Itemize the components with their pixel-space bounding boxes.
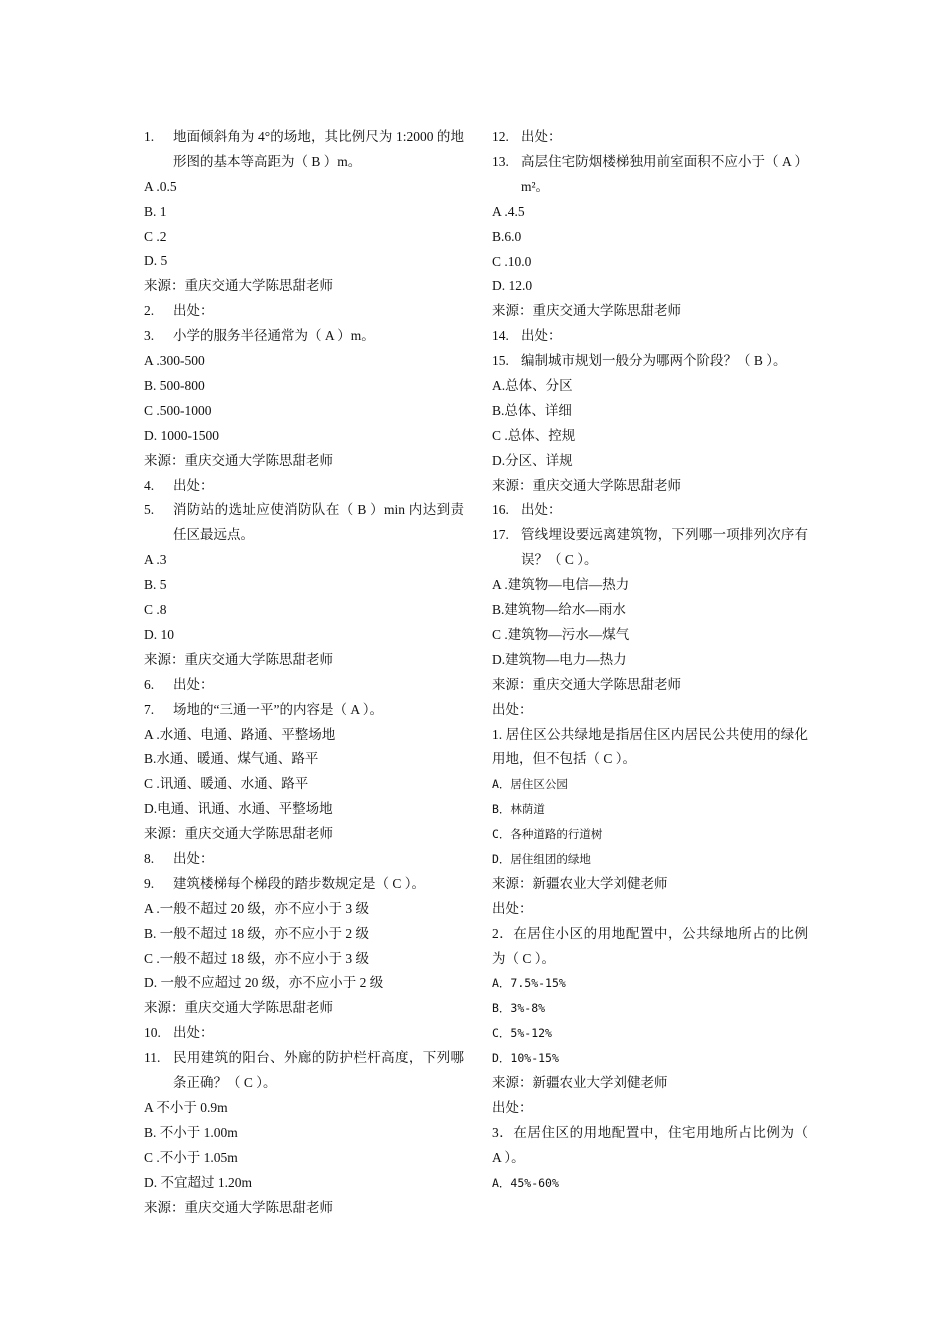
source-line: 来源：新疆农业大学刘健老师 [492, 1075, 668, 1091]
source-line: 来源：重庆交通大学陈思甜老师 [144, 278, 333, 294]
answer-option: D. 10 [144, 626, 174, 642]
question-item [492, 498, 808, 523]
question-item [144, 1046, 464, 1096]
question-text: 地面倾斜角为 4°的场地，其比例尺为 1:2000 的地形图的基本等高距为（ B ）m。 [173, 129, 464, 169]
answer-option: B．林荫道 [492, 802, 545, 817]
answer-option: A .300-500 [144, 353, 205, 369]
answer-option: B.建筑物—给水—雨水 [492, 602, 626, 618]
answer-option: A．7.5%-15% [492, 976, 566, 991]
question-number: 13. [492, 153, 509, 169]
answer-option: A．45%-60% [492, 1175, 559, 1190]
origin-line: 出处： [492, 900, 533, 916]
answer-option: C．各种道路的行道树 [492, 827, 603, 842]
question-item [144, 872, 464, 897]
answer-option: B.水通、暖通、煤气通、路平 [144, 751, 319, 767]
question-text: 编制城市规划一般分为哪两个阶段？（ B ）。 [521, 353, 787, 369]
question-item [144, 498, 464, 548]
question-text: 消防站的选址应使消防队在（ B ）min 内达到责任区最远点。 [173, 502, 464, 543]
question-item [492, 125, 808, 150]
answer-option: D．居住组团的绿地 [492, 851, 591, 866]
question-text: 3．在居住区的用地配置中，住宅用地所占比例为（ A ）。 [492, 1124, 808, 1165]
source-line: 来源：重庆交通大学陈思甜老师 [144, 1199, 333, 1215]
question-number: 16. [492, 502, 509, 518]
source-line: 来源：重庆交通大学陈思甜老师 [144, 1000, 333, 1016]
answer-option: A．居住区公园 [492, 777, 568, 792]
question-item [492, 349, 808, 374]
question-item [144, 698, 464, 723]
answer-option: C .10.0 [492, 253, 532, 269]
question-text: 出处： [173, 477, 214, 493]
question-item [144, 324, 464, 349]
question-text: 出处： [521, 502, 562, 518]
question-number: 5. [144, 502, 155, 518]
question-text: 管线埋设要远离建筑物，下列哪一项排列次序有误？（ C ）。 [521, 527, 808, 568]
answer-option: B. 5 [144, 577, 167, 593]
answer-option: B．3%-8% [492, 1001, 546, 1016]
answer-option: B.总体、详细 [492, 402, 572, 418]
answer-option: B. 500-800 [144, 377, 205, 393]
answer-option: D. 5 [144, 253, 168, 269]
answer-option: D. 1000-1500 [144, 427, 219, 443]
question-text: 出处： [521, 129, 562, 144]
answer-option: A .水通、电通、路通、平整场地 [144, 726, 336, 742]
answer-option: D. 12.0 [492, 278, 533, 294]
question-item [144, 299, 464, 324]
question-text: 场地的“三通一平”的内容是（ A ）。 [173, 701, 383, 717]
answer-option: D. 不宜超过 1.20m [144, 1174, 252, 1190]
question-item [492, 150, 808, 200]
question-text: 出处： [173, 1025, 214, 1041]
question-text: 建筑楼梯每个梯段的踏步数规定是（ C ）。 [173, 875, 426, 891]
question-number: 9. [144, 875, 155, 891]
answer-option: B. 一般不超过 18 级，亦不应小于 2 级 [144, 925, 370, 941]
answer-option: C .总体、控规 [492, 427, 576, 443]
question-number: 10. [144, 1025, 161, 1041]
question-number: 4. [144, 477, 155, 493]
source-line: 来源：重庆交通大学陈思甜老师 [144, 826, 333, 842]
origin-line: 出处： [492, 701, 533, 717]
answer-option: B. 不小于 1.00m [144, 1124, 238, 1140]
source-line: 来源：重庆交通大学陈思甜老师 [492, 477, 681, 493]
question-number: 12. [492, 129, 509, 144]
question-number: 14. [492, 328, 509, 344]
answer-option: C .一般不超过 18 级，亦不应小于 3 级 [144, 950, 370, 966]
answer-option: A.总体、分区 [492, 377, 573, 393]
answer-option: C．5%-12% [492, 1026, 552, 1041]
question-item [492, 523, 808, 573]
answer-option: C .500-1000 [144, 402, 212, 418]
answer-option: A .0.5 [144, 178, 177, 194]
question-number: 3. [144, 328, 155, 344]
answer-option: A 不小于 0.9m [144, 1099, 228, 1115]
answer-option: C .建筑物—污水—煤气 [492, 626, 630, 642]
answer-option: C .8 [144, 602, 167, 618]
question-item [144, 125, 464, 175]
answer-option: A .建筑物—电信—热力 [492, 577, 630, 593]
answer-option: B. 1 [144, 203, 167, 219]
question-text: 2．在居住小区的用地配置中，公共绿地所占的比例为（ C ）。 [492, 925, 808, 966]
question-number: 11. [144, 1050, 161, 1066]
question-text: 出处： [173, 303, 214, 319]
question-number: 17. [492, 527, 509, 543]
answer-option: D.建筑物—电力—热力 [492, 651, 627, 667]
question-item [492, 324, 808, 349]
source-line: 来源：新疆农业大学刘健老师 [492, 875, 668, 891]
left-column [144, 125, 464, 1220]
answer-option: A .一般不超过 20 级，亦不应小于 3 级 [144, 900, 370, 916]
source-line: 来源：重庆交通大学陈思甜老师 [144, 452, 333, 468]
source-line: 来源：重庆交通大学陈思甜老师 [492, 676, 681, 692]
question-number: 15. [492, 353, 509, 369]
source-line: 来源：重庆交通大学陈思甜老师 [492, 303, 681, 319]
answer-option: B.6.0 [492, 228, 522, 244]
question-number: 2. [144, 303, 155, 319]
question-item [144, 673, 464, 698]
answer-option: C .不小于 1.05m [144, 1149, 238, 1165]
question-number: 8. [144, 850, 155, 866]
question-text: 1. 居住区公共绿地是指居住区内居民公共使用的绿化用地，但不包括（ C ）。 [492, 726, 808, 767]
question-text: 出处： [173, 850, 214, 866]
answer-option: D．10%-15% [492, 1051, 559, 1066]
question-item [144, 1021, 464, 1046]
answer-option: C .讯通、暖通、水通、路平 [144, 776, 309, 792]
origin-line: 出处： [492, 1099, 533, 1115]
question-item [144, 847, 464, 872]
answer-option: D. 一般不应超过 20 级，亦不应小于 2 级 [144, 975, 384, 991]
question-text: 高层住宅防烟楼梯独用前室面积不应小于（ A ）m²。 [521, 153, 808, 194]
right-column [492, 125, 808, 1196]
question-text: 出处： [173, 676, 214, 692]
question-number: 7. [144, 701, 155, 717]
answer-option: A .4.5 [492, 203, 525, 219]
question-number: 1. [144, 129, 155, 144]
answer-option: D.分区、详规 [492, 452, 573, 468]
question-text: 小学的服务半径通常为（ A ）m。 [173, 328, 375, 344]
answer-option: A .3 [144, 552, 167, 568]
source-line: 来源：重庆交通大学陈思甜老师 [144, 651, 333, 667]
question-item [144, 474, 464, 499]
question-text: 出处： [521, 328, 562, 344]
answer-option: C .2 [144, 228, 167, 244]
question-number: 6. [144, 676, 155, 692]
answer-option: D.电通、讯通、水通、平整场地 [144, 801, 333, 817]
question-text: 民用建筑的阳台、外廊的防护栏杆高度，下列哪条正确？（ C ）。 [173, 1050, 464, 1091]
